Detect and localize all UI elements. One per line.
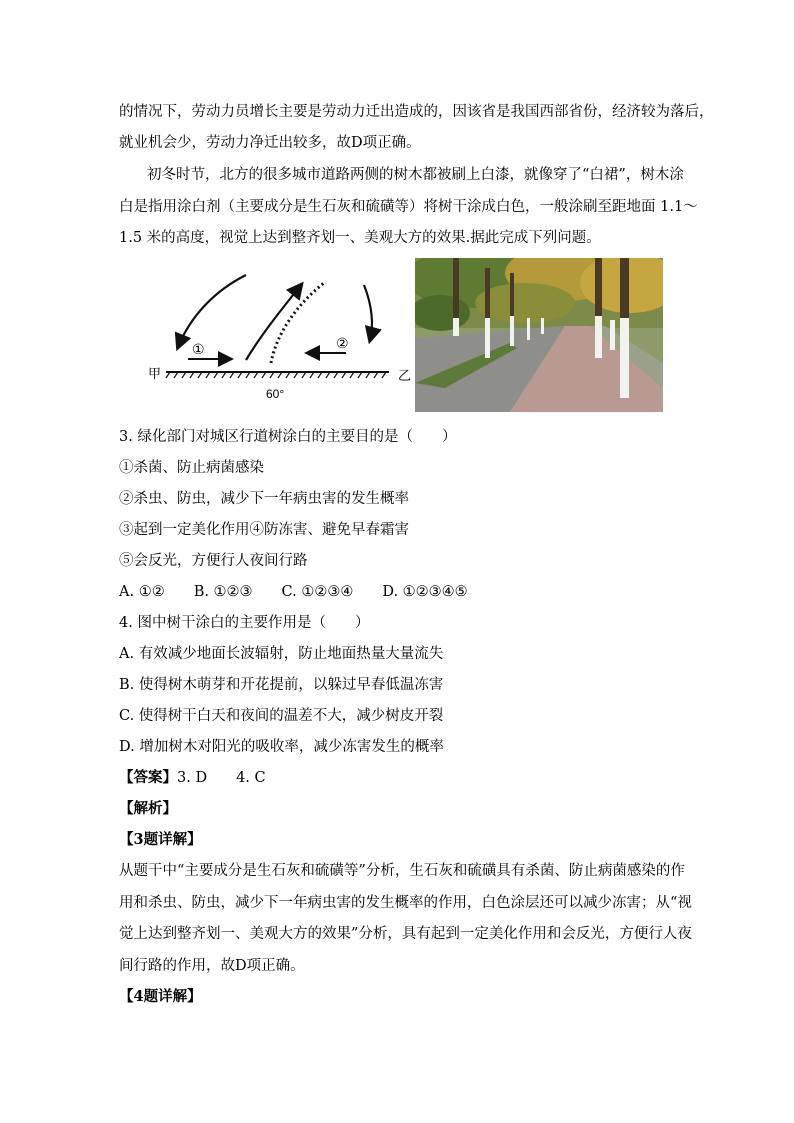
tree-avenue-photo — [415, 258, 663, 412]
airflow-diagram — [146, 255, 414, 405]
q3-item: ②杀虫、防虫，减少下一年病虫害的发生概率 — [119, 491, 409, 507]
q4-option-b: B. 使得树木萌芽和开花提前，以躲过早春低温冻害 — [119, 677, 444, 693]
marker-1: ① — [192, 342, 205, 358]
analysis-line: 用和杀虫、防虫，减少下一年病虫害的发生概率的作用，白色涂层还可以减少冻害；从“视 — [119, 895, 692, 911]
q3-stem: 3. 绿化部门对城区行道树涂白的主要目的是（ ） — [119, 429, 457, 445]
analysis-line: 从题干中“主要成分是生石灰和硫磺等”分析，生石灰和硫磺具有杀菌、防止病菌感染的作 — [119, 863, 685, 879]
label-jia: 甲 — [148, 367, 162, 382]
q4-option-c: C. 使得树干白天和夜间的温差不大，减少树皮开裂 — [119, 708, 444, 724]
answer-label: 【答案】 — [119, 769, 177, 786]
q3-item: ⑤会反光，方便行人夜间行路 — [119, 553, 308, 569]
paragraph-line: 1.5 米的高度，视觉上达到整齐划一、美观大方的效果.据此完成下列问题。 — [119, 230, 601, 246]
q4-option-d: D. 增加树木对阳光的吸收率，减少冻害发生的概率 — [119, 739, 444, 755]
q3-item: ③起到一定美化作用④防冻害、避免早春霜害 — [119, 522, 409, 538]
paragraph-line: 白是指用涂白剂（主要成分是生石灰和硫磺等）将树干涂成白色，一般涂刷至距地面 1.1～ — [119, 199, 698, 215]
marker-2: ② — [336, 336, 349, 352]
q3-options: A. ①② B. ①②③ C. ①②③④ D. ①②③④⑤ — [119, 584, 468, 600]
analysis-label: 【解析】 — [119, 800, 177, 817]
q4-option-a: A. 有效减少地面长波辐射，防止地面热量大量流失 — [119, 646, 444, 662]
paragraph-line: 就业机会少，劳动力净迁出较多，故D项正确。 — [119, 135, 421, 151]
analysis-line: 间行路的作用，故D项正确。 — [119, 958, 305, 974]
q3-item: ①杀菌、防止病菌感染 — [119, 460, 264, 476]
analysis-line: 觉上达到整齐划一、美观大方的效果”分析，具有起到一定美化作用和会反光，方便行人夜 — [119, 926, 692, 942]
q4-detail-label: 【4题详解】 — [119, 988, 202, 1005]
answer-text: 3. D 4. C — [177, 770, 266, 786]
paragraph-line: 的情况下，劳动力员增长主要是劳动力迁出造成的，因该省是我国西部省份，经济较为落后， — [119, 104, 714, 120]
answer-row — [119, 768, 266, 788]
paragraph-line: 初冬时节，北方的很多城市道路两侧的树木都被刷上白漆，就像穿了“白裙”，树木涂 — [147, 167, 684, 183]
q3-detail-label: 【3题详解】 — [119, 831, 202, 848]
angle-label: 60° — [266, 387, 285, 401]
label-yi: 乙 — [398, 369, 412, 384]
q4-stem: 4. 图中树干涂白的主要作用是（ ） — [119, 615, 370, 631]
